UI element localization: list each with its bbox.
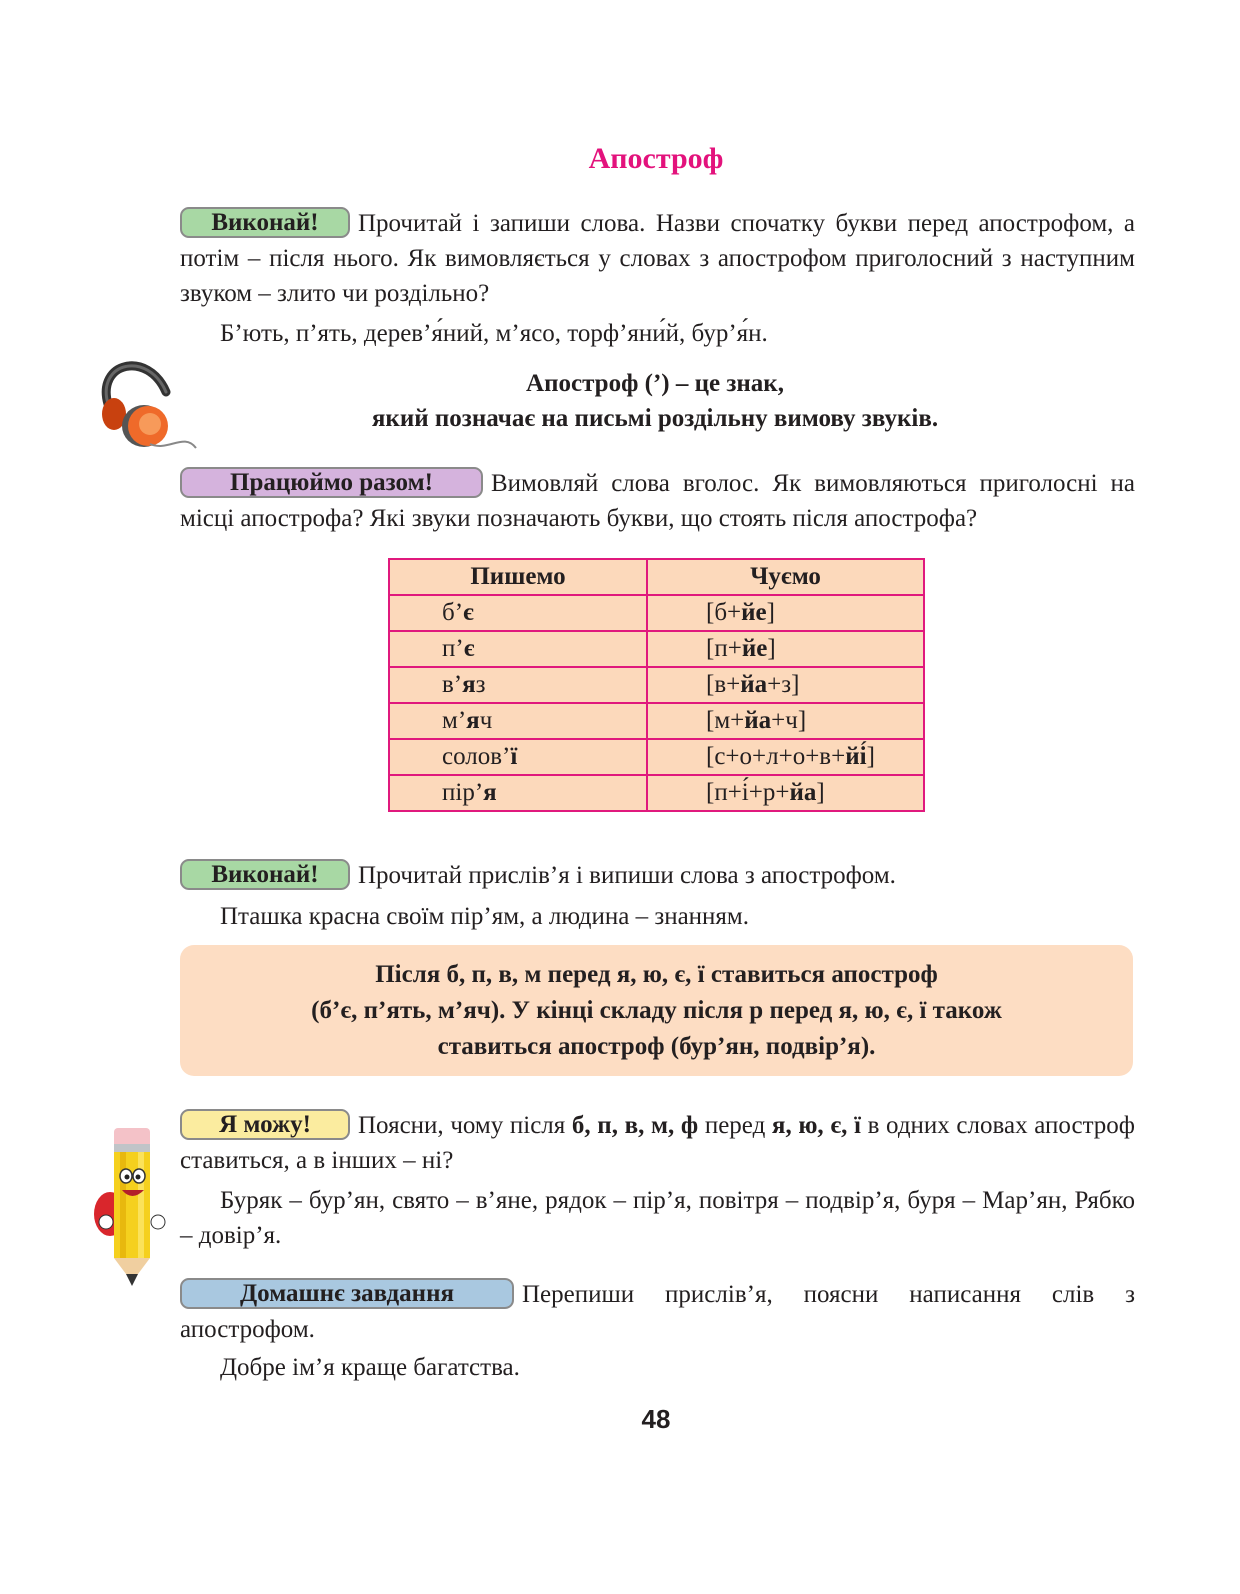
headphones-icon: [88, 352, 200, 452]
homework-text: Перепиши прислів’я, поясни написання слів з апострофом.: [180, 1281, 1135, 1343]
page-number: 48: [641, 1404, 671, 1434]
exercise-2-task: [180, 466, 1135, 536]
table-row: [389, 703, 924, 739]
exercise-1-text: Прочитай і запиши слова. Назви спочатку букви перед апострофом, а потім – після нього. Як вимовляється у словах з апострофом приголосний з наступним звуком – злито чи роздільно?: [180, 210, 1135, 307]
table-cell-written: пір’я: [389, 775, 647, 811]
definition-line-2: який позначає на письмі роздільну вимову звуків.: [371, 405, 939, 432]
table-cell-written: солов’ї: [389, 739, 647, 775]
exercise-badge-together: Працюймо разом!: [180, 467, 483, 498]
table-cell-heard: [м+йа+ч]: [647, 703, 924, 739]
pencil-mascot-icon: [92, 1118, 172, 1290]
page-title: Апостроф: [588, 142, 724, 175]
table-header-heard: Чуємо: [647, 559, 924, 595]
table-row: [389, 739, 924, 775]
exercise-3-text: Прочитай прислів’я і випиши слова з апострофом.: [358, 862, 896, 889]
table-cell-heard: [б+йе]: [647, 595, 924, 631]
homework-task: [180, 1277, 1135, 1347]
table-cell-written: м’яч: [389, 703, 647, 739]
exercise-1-words: Б’ють, п’ять, дерев’я́ний, м’ясо, торф’яни́й, бур’я́н.: [220, 320, 768, 347]
exercise-badge-do: Виконай!: [180, 207, 350, 238]
exercise-2-text: Вимовляй слова вголос. Як вимовляються приголосні на місці апострофа? Які звуки позначають букви, що стоять після апострофа?: [180, 470, 1135, 532]
homework-badge: Домашнє завдання: [180, 1278, 514, 1309]
homework-proverb: Добре ім’я краще багатства.: [220, 1354, 520, 1381]
exercise-3-proverb: Пташка красна своїм пір’ям, а людина – знанням.: [220, 903, 750, 930]
table-cell-heard: [п+і́+р+йа]: [647, 775, 924, 811]
exercise-1-task: [180, 206, 1135, 311]
table-row: [389, 667, 924, 703]
exercise-4-words: Буряк – бур’ян, свято – в’яне, рядок – пір’я, повітря – подвір’я, буря – Мар’ян, Рябко – довір’я.: [180, 1187, 1135, 1249]
exercise-3-task: [180, 858, 1135, 893]
rule-box: [180, 945, 1133, 1076]
exercise-4-task: Я можу! Поясни, чому після б, п, в, м, ф перед я, ю, є, ї в одних словах апостроф ставиться, а в інших – ні?: [180, 1111, 1136, 1174]
table-row: [389, 595, 924, 631]
table-cell-written: в’яз: [389, 667, 647, 703]
table-header-written: Пишемо: [389, 559, 647, 595]
table-cell-heard: [с+о+л+о+в+йі́]: [647, 739, 924, 775]
table-cell-heard: [в+йа+з]: [647, 667, 924, 703]
exercise-badge-i-can: Я можу!: [180, 1109, 350, 1140]
rule-line-1: Після б, п, в, м перед я, ю, є, ї ставиться апостроф: [375, 961, 938, 988]
table-row: [389, 631, 924, 667]
definition-line-1: Апостроф (’) – це знак,: [526, 370, 784, 397]
table-cell-heard: [п+йе]: [647, 631, 924, 667]
rule-line-2: (б’є, п’ять, м’яч). У кінці складу після р перед я, ю, є, ї також: [311, 997, 1002, 1024]
exercise-badge-do: Виконай!: [180, 859, 350, 890]
sounds-table: [388, 558, 925, 812]
table-cell-written: п’є: [389, 631, 647, 667]
table-row: [389, 775, 924, 811]
table-cell-written: б’є: [389, 595, 647, 631]
rule-line-3: ставиться апостроф (бур’ян, подвір’я).: [437, 1033, 876, 1060]
table-header-row: [389, 559, 924, 595]
